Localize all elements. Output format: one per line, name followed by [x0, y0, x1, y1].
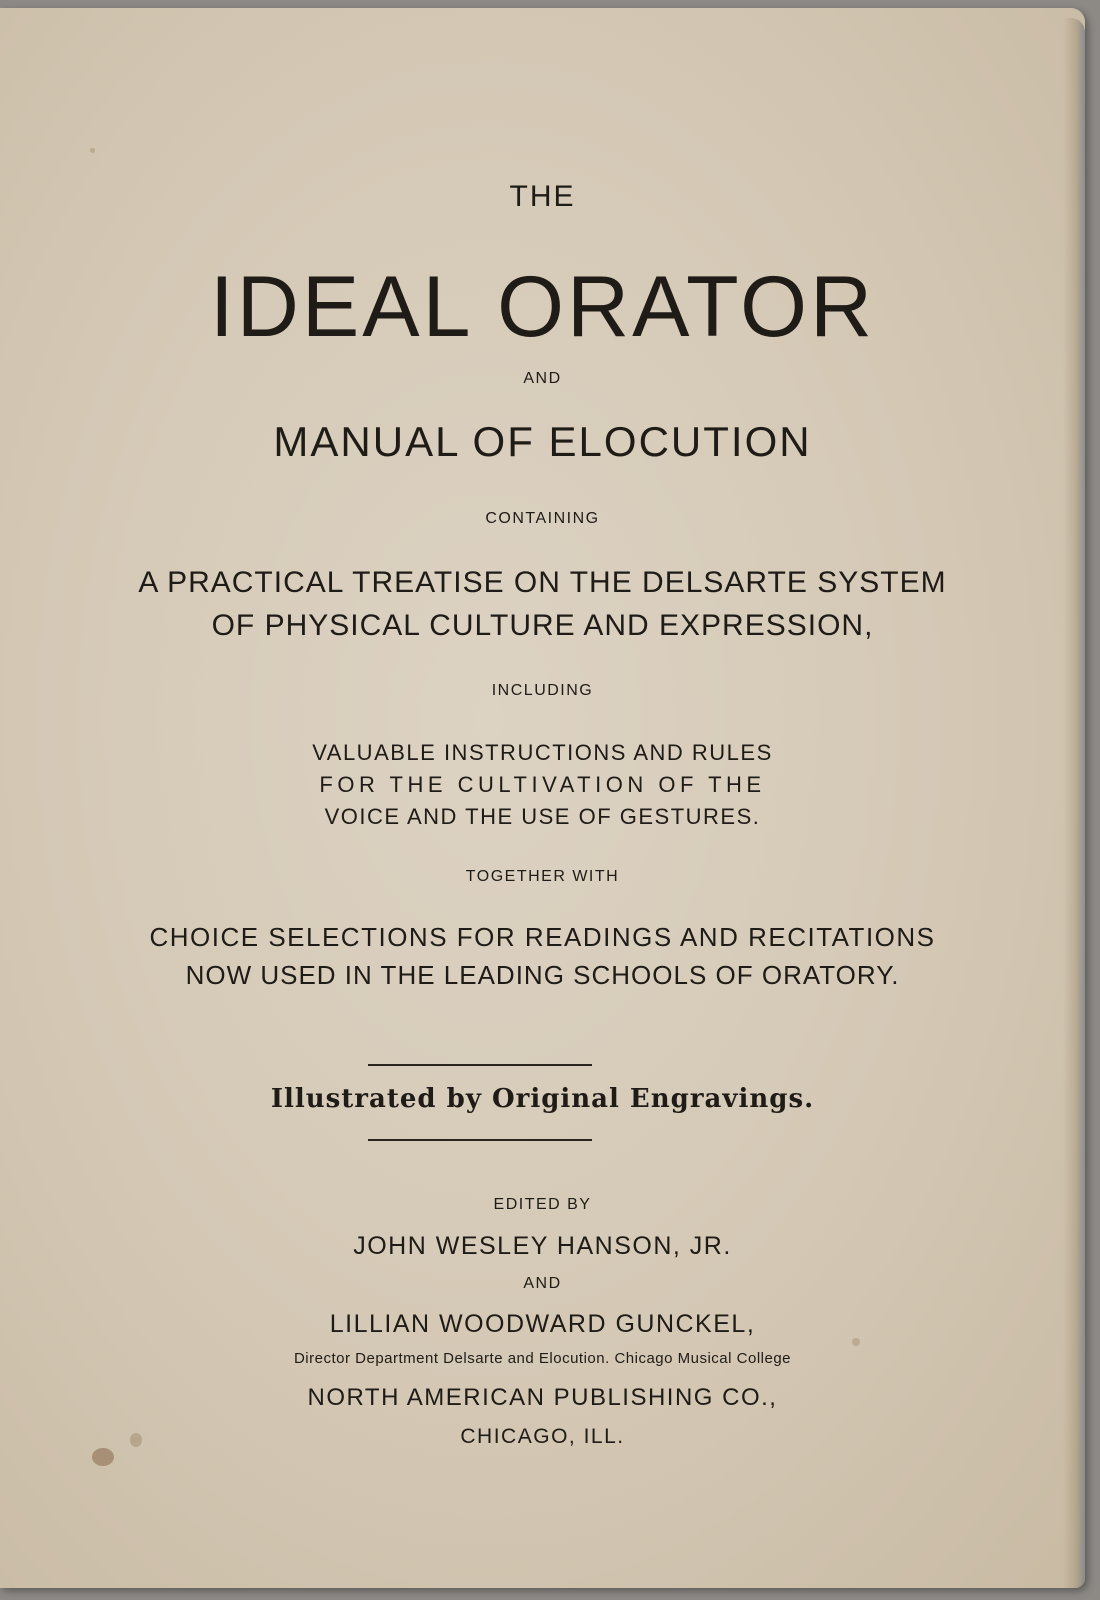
foxing-spot: [90, 148, 95, 153]
edited-by-label: EDITED BY: [493, 1196, 592, 1213]
divider-bottom: [368, 1139, 592, 1141]
publisher-name: NORTH AMERICAN PUBLISHING CO.,: [307, 1384, 778, 1411]
choice-line-1: CHOICE SELECTIONS FOR READINGS AND RECITATIONS: [149, 922, 936, 952]
valuable-line-1: VALUABLE INSTRUCTIONS AND RULES: [312, 740, 773, 765]
book-page: [0, 8, 1085, 1588]
main-title: IDEAL ORATOR: [209, 259, 876, 355]
title-article: THE: [509, 180, 576, 213]
conjunction-and-2: AND: [523, 1275, 562, 1292]
conjunction-and-1: AND: [523, 370, 562, 387]
editor-2-role: Director Department Delsarte and Elocution. Chicago Musical College: [293, 1350, 792, 1367]
publisher-city: CHICAGO, ILL.: [460, 1425, 625, 1448]
valuable-line-3: VOICE AND THE USE OF GESTURES.: [324, 804, 761, 829]
divider-top: [368, 1064, 592, 1066]
illustrated-note: Illustrated by Original Engravings.: [270, 1084, 815, 1114]
foxing-spot: [92, 1448, 114, 1466]
foxing-spot: [130, 1433, 142, 1447]
treatise-line-1: A PRACTICAL TREATISE ON THE DELSARTE SYSTEM: [138, 566, 947, 599]
valuable-line-2: FOR THE CULTIVATION OF THE: [319, 772, 766, 797]
editor-1-name: JOHN WESLEY HANSON, JR.: [353, 1232, 732, 1260]
together-with-label: TOGETHER WITH: [465, 868, 620, 885]
containing-label: CONTAINING: [485, 510, 600, 527]
subtitle: MANUAL OF ELOCUTION: [273, 418, 812, 465]
including-label: INCLUDING: [491, 682, 594, 699]
editor-2-name: LILLIAN WOODWARD GUNCKEL,: [329, 1310, 756, 1338]
foxing-spot: [852, 1338, 860, 1346]
choice-line-2: NOW USED IN THE LEADING SCHOOLS OF ORATORY.: [185, 960, 900, 990]
treatise-line-2: OF PHYSICAL CULTURE AND EXPRESSION,: [211, 609, 874, 642]
